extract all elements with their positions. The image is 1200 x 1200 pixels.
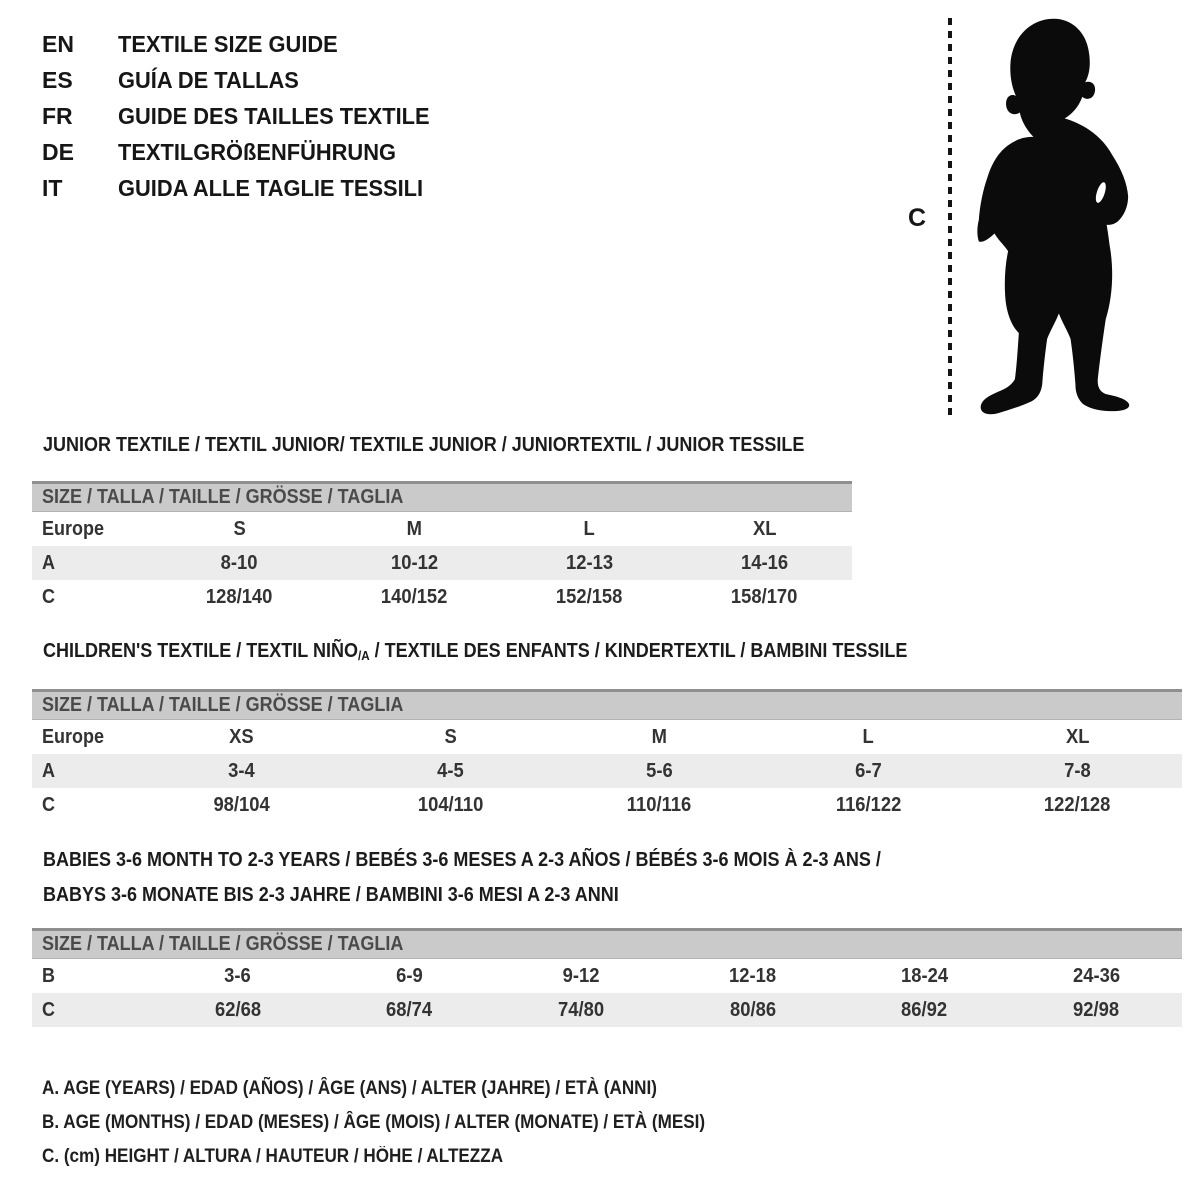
language-guide-item [42, 26, 446, 62]
height-measure-dashed-line [948, 18, 952, 418]
value-cell [973, 754, 1182, 788]
value-cell [555, 720, 764, 754]
language-code: FR [42, 102, 73, 129]
cell-text: 158/170 [731, 586, 798, 608]
cell-text: 5-6 [646, 760, 673, 782]
cell-text: 86/92 [901, 999, 948, 1021]
cell-text: 24-36 [1072, 965, 1120, 987]
size-header-text: SIZE / TALLA / TAILLE / GRÖSSE / TAGLIA [42, 694, 404, 716]
height-measure-label: C [908, 204, 927, 232]
value-cell [555, 788, 764, 822]
value-cell [327, 546, 502, 580]
cell-text: 9-12 [562, 965, 600, 987]
cell-text: L [583, 518, 596, 540]
junior-section-title [43, 434, 889, 456]
cell-text: 74/80 [558, 999, 605, 1021]
measurement-legend [42, 1072, 779, 1174]
cell-text: 140/152 [381, 586, 448, 608]
cell-text: B [42, 965, 56, 987]
value-cell [502, 546, 677, 580]
babies-title-line2: BABYS 3-6 MONATE BIS 2-3 JAHRE / BAMBINI 3-6 MESI A 2-3 ANNI [43, 884, 619, 906]
value-cell [1010, 959, 1182, 993]
cell-text: 7-8 [1064, 760, 1091, 782]
size-table-row [32, 720, 1182, 754]
babies-size-header-bar [32, 928, 1182, 959]
row-label-cell [32, 788, 137, 822]
value-cell [973, 720, 1182, 754]
babies-section-title [43, 843, 974, 913]
children-title-text [43, 640, 907, 664]
value-cell [555, 754, 764, 788]
size-header-text: SIZE / TALLA / TAILLE / GRÖSSE / TAGLIA [42, 933, 404, 955]
value-cell [495, 993, 667, 1027]
language-guide-label: TEXTILE SIZE GUIDE [118, 30, 338, 57]
value-cell [137, 754, 346, 788]
cell-text: C [42, 999, 56, 1021]
toddler-silhouette-icon [963, 11, 1143, 417]
language-guide-item [42, 170, 446, 206]
value-cell [152, 512, 327, 546]
row-label-cell [32, 959, 152, 993]
value-cell [346, 754, 555, 788]
cell-text: 104/110 [417, 794, 484, 816]
row-label-cell [32, 546, 152, 580]
value-cell [839, 993, 1011, 1027]
cell-text: 12-13 [565, 552, 614, 574]
size-header-text: SIZE / TALLA / TAILLE / GRÖSSE / TAGLIA [42, 486, 404, 508]
babies-size-table [32, 959, 1182, 1027]
value-cell [667, 959, 839, 993]
value-cell [137, 720, 346, 754]
value-cell [973, 788, 1182, 822]
language-code: DE [42, 138, 74, 165]
cell-text: M [406, 518, 423, 540]
cell-text: 3-4 [228, 760, 255, 782]
row-label-cell [32, 580, 152, 614]
value-cell [764, 720, 973, 754]
cell-text: XL [1065, 726, 1090, 748]
cell-text: S [233, 518, 246, 540]
cell-text: XL [752, 518, 777, 540]
legend-line-c: C. (cm) HEIGHT / ALTURA / HAUTEUR / HÖHE / ALTEZZA [42, 1146, 504, 1167]
cell-text: Europe [42, 726, 105, 748]
junior-title-text: JUNIOR TEXTILE / TEXTIL JUNIOR/ TEXTILE JUNIOR / JUNIORTEXTIL / JUNIOR TESSILE [43, 434, 805, 456]
value-cell [324, 959, 496, 993]
legend-line-b: B. AGE (MONTHS) / EDAD (MESES) / ÂGE (MOIS) / ALTER (MONATE) / ETÀ (MESI) [42, 1112, 706, 1133]
value-cell [152, 580, 327, 614]
children-title-sub: /A [357, 648, 370, 663]
row-label-cell [32, 720, 137, 754]
cell-text: 12-18 [729, 965, 777, 987]
value-cell [324, 993, 496, 1027]
cell-text: C [42, 586, 56, 608]
value-cell [502, 580, 677, 614]
cell-text: 18-24 [900, 965, 948, 987]
cell-text: 10-12 [390, 552, 439, 574]
size-table-row [32, 546, 852, 580]
legend-line-a: A. AGE (YEARS) / EDAD (AÑOS) / ÂGE (ANS) / ALTER (JAHRE) / ETÀ (ANNI) [42, 1078, 657, 1099]
value-cell [346, 720, 555, 754]
cell-text: 6-9 [396, 965, 423, 987]
size-table-row [32, 959, 1182, 993]
size-table-row [32, 754, 1182, 788]
language-guide-item [42, 62, 446, 98]
cell-text: XS [229, 726, 254, 748]
cell-text: A [42, 552, 56, 574]
value-cell [495, 959, 667, 993]
cell-text: 152/158 [556, 586, 623, 608]
junior-size-header-bar [32, 481, 852, 512]
babies-title-line1: BABIES 3-6 MONTH TO 2-3 YEARS / BEBÉS 3-6 MESES A 2-3 AÑOS / BÉBÉS 3-6 MOIS À 2-3 ANS / [43, 849, 881, 871]
cell-text: 6-7 [855, 760, 882, 782]
value-cell [152, 546, 327, 580]
cell-text: 8-10 [221, 552, 258, 574]
size-table-row [32, 788, 1182, 822]
cell-text: A [42, 760, 56, 782]
cell-text: 3-6 [224, 965, 252, 987]
language-guide-list [42, 26, 446, 206]
children-size-table [32, 720, 1182, 822]
children-title-pre: CHILDREN'S TEXTILE / TEXTIL NIÑO [43, 640, 358, 662]
value-cell [346, 788, 555, 822]
cell-text: 62/68 [214, 999, 261, 1021]
value-cell [152, 993, 324, 1027]
value-cell [839, 959, 1011, 993]
language-guide-label: GUÍA DE TALLAS [118, 66, 299, 93]
cell-text: 128/140 [206, 586, 273, 608]
value-cell [502, 512, 677, 546]
language-guide-item [42, 134, 446, 170]
cell-text: 14-16 [740, 552, 789, 574]
value-cell [1010, 993, 1182, 1027]
cell-text: M [651, 726, 668, 748]
row-label-cell [32, 993, 152, 1027]
children-title-post: / TEXTILE DES ENFANTS / KINDERTEXTIL / BAMBINI TESSILE [369, 640, 908, 662]
cell-text: 116/122 [835, 794, 902, 816]
children-size-header-bar [32, 689, 1182, 720]
cell-text: S [444, 726, 457, 748]
cell-text: Europe [42, 518, 105, 540]
cell-text: 110/116 [627, 794, 692, 816]
cell-text: C [42, 794, 56, 816]
language-guide-label: GUIDE DES TAILLES TEXTILE [118, 102, 430, 129]
value-cell [677, 512, 852, 546]
language-guide-label: GUIDA ALLE TAGLIE TESSILI [118, 174, 424, 201]
value-cell [677, 546, 852, 580]
junior-size-table [32, 512, 852, 614]
size-table-row [32, 580, 852, 614]
value-cell [764, 788, 973, 822]
row-label-cell [32, 754, 137, 788]
value-cell [667, 993, 839, 1027]
cell-text: 4-5 [437, 760, 464, 782]
cell-text: 98/104 [213, 794, 270, 816]
language-code: ES [42, 66, 73, 93]
value-cell [327, 580, 502, 614]
value-cell [137, 788, 346, 822]
value-cell [764, 754, 973, 788]
cell-text: L [862, 726, 875, 748]
language-guide-item [42, 98, 446, 134]
value-cell [327, 512, 502, 546]
language-guide-label: TEXTILGRÖßENFÜHRUNG [118, 138, 396, 165]
language-code: EN [42, 30, 74, 57]
size-table-row [32, 512, 852, 546]
size-table-row [32, 993, 1182, 1027]
cell-text: 68/74 [386, 999, 433, 1021]
language-code: IT [42, 174, 63, 201]
cell-text: 122/128 [1044, 794, 1111, 816]
row-label-cell [32, 512, 152, 546]
cell-text: 80/86 [729, 999, 776, 1021]
value-cell [677, 580, 852, 614]
value-cell [152, 959, 324, 993]
children-section-title [43, 640, 1003, 664]
cell-text: 92/98 [1073, 999, 1120, 1021]
